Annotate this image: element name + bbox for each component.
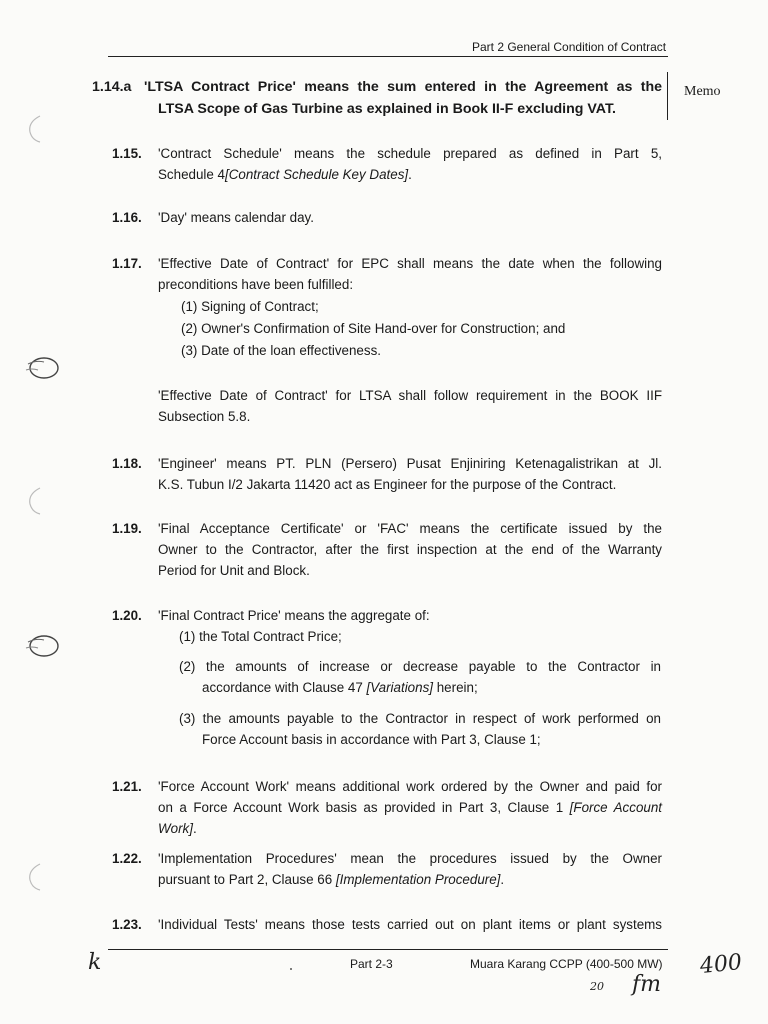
- text-run: accordance with Clause 47: [202, 680, 367, 695]
- clause-number: 1.18.: [112, 456, 142, 471]
- project-name: Muara Karang CCPP (400-500 MW): [470, 957, 663, 971]
- clause-number: 1.22.: [112, 851, 142, 866]
- clause-text-line: Subsection 5.8.: [158, 409, 251, 424]
- clause-number: 1.19.: [112, 521, 142, 536]
- list-item-continuation: Force Account basis in accordance with Part 3, Clause 1;: [202, 732, 541, 747]
- text-run: .: [192, 821, 197, 836]
- text-run-italic: [Contract Schedule Key Dates]: [225, 167, 409, 182]
- text-run: pursuant to Part 2, Clause 66: [158, 872, 336, 887]
- punch-hole-mark: [22, 112, 46, 146]
- header-rule: [108, 56, 668, 57]
- list-item: (2) Owner's Confirmation of Site Hand-over for Construction; and: [181, 321, 566, 336]
- list-item: (2) the amounts of increase or decrease payable to the Contractor in: [179, 659, 661, 674]
- clause-text-line: 'Final Contract Price' means the aggregate of:: [158, 608, 430, 623]
- page-header-title: Part 2 General Condition of Contract: [472, 40, 667, 54]
- list-item: (1) Signing of Contract;: [181, 299, 319, 314]
- clause-text-line: [158, 164, 412, 185]
- handwritten-initials: fm: [632, 972, 662, 997]
- footer-rule: [108, 949, 668, 950]
- clause-text-line: [158, 869, 504, 890]
- text-run-italic: Work]: [158, 821, 193, 836]
- clause-text-line: 'Force Account Work' means additional work ordered by the Owner and paid for: [158, 779, 662, 794]
- list-item: (1) the Total Contract Price;: [179, 629, 342, 644]
- handwritten-small-mark: 20: [590, 980, 604, 993]
- text-run-italic: [Force Account: [569, 800, 663, 815]
- page-number: Part 2-3: [350, 957, 393, 971]
- clause-text-line: K.S. Tubun I/2 Jakarta 11420 act as Engineer for the purpose of the Contract.: [158, 477, 617, 492]
- speck: [290, 968, 292, 970]
- text-run: herein;: [433, 680, 478, 695]
- clause-text-line: LTSA Scope of Gas Turbine as explained in Book II-F excluding VAT.: [158, 101, 616, 117]
- memo-divider: [667, 72, 668, 120]
- clause-text-line: preconditions have been fulfilled:: [158, 277, 354, 292]
- clause-number: 1.21.: [112, 779, 142, 794]
- punch-hole-mark: [22, 632, 62, 660]
- clause-number: 1.15.: [112, 146, 142, 161]
- clause-text-line: Owner to the Contractor, after the first inspection at the end of the Warranty: [158, 542, 662, 557]
- clause-text-line: 'LTSA Contract Price' means the sum entered in the Agreement as the: [144, 79, 662, 95]
- clause-text-line: 'Implementation Procedures' mean the procedures issued by the Owner: [158, 851, 662, 866]
- text-run: .: [408, 167, 412, 182]
- clause-text-line: 'Effective Date of Contract' for LTSA shall follow requirement in the BOOK IIF: [158, 388, 662, 403]
- text-run: .: [500, 872, 505, 887]
- clause-text-line: 'Engineer' means PT. PLN (Persero) Pusat Enjiniring Ketenagalistrikan at Jl.: [158, 456, 662, 471]
- clause-text-line: 'Individual Tests' means those tests carried out on plant items or plant systems: [158, 917, 662, 932]
- list-item: (3) Date of the loan effectiveness.: [181, 343, 381, 358]
- clause-number: 1.14.a: [92, 79, 132, 95]
- clause-text-line: [158, 797, 662, 818]
- handwritten-mark-left: k: [88, 950, 102, 975]
- clause-text-line: 'Contract Schedule' means the schedule prepared as defined in Part 5,: [158, 146, 662, 161]
- list-item-continuation: [202, 677, 478, 698]
- clause-number: 1.16.: [112, 210, 142, 225]
- list-item: (3) the amounts payable to the Contractor in respect of work performed on: [179, 711, 661, 726]
- clause-number: 1.17.: [112, 256, 142, 271]
- text-run: Schedule 4: [158, 167, 226, 182]
- memo-label: Memo: [684, 84, 721, 99]
- punch-hole-mark: [22, 484, 46, 518]
- punch-hole-mark: [22, 354, 62, 382]
- text-run: on a Force Account Work basis as provided in Part 3, Clause 1: [158, 800, 570, 815]
- clause-number: 1.20.: [112, 608, 142, 623]
- clause-number: 1.23.: [112, 917, 142, 932]
- clause-text-line: 'Effective Date of Contract' for EPC shall means the date when the following: [158, 256, 662, 271]
- clause-text-line: 'Final Acceptance Certificate' or 'FAC' means the certificate issued by the: [158, 521, 662, 536]
- clause-text-line: 'Day' means calendar day.: [158, 210, 314, 225]
- clause-text-line: [158, 818, 197, 839]
- clause-text-line: Period for Unit and Block.: [158, 563, 310, 578]
- text-run-italic: [Variations]: [366, 680, 433, 695]
- text-run-italic: [Implementation Procedure]: [335, 872, 501, 887]
- handwritten-page-number: 400: [698, 949, 744, 980]
- punch-hole-mark: [22, 860, 46, 894]
